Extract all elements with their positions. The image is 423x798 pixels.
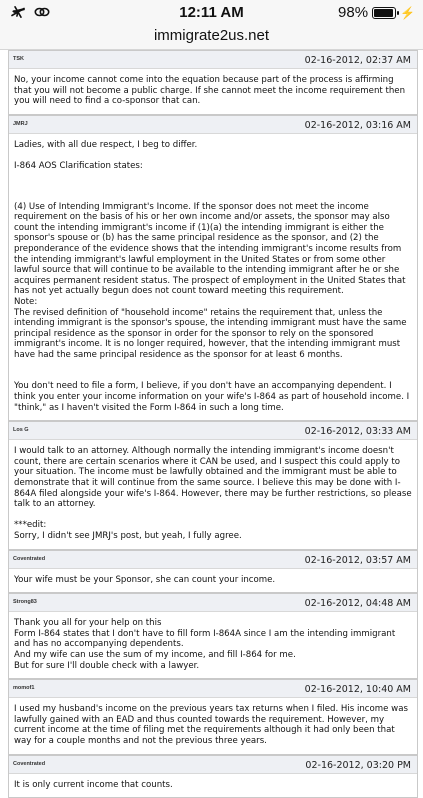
battery-percent: 98% <box>338 4 369 21</box>
thread-content[interactable] <box>8 50 418 790</box>
post-timestamp: 02-16-2012, 02:37 AM <box>304 55 411 66</box>
post <box>8 593 418 679</box>
post-body <box>9 134 417 420</box>
post-text: I would talk to an attorney. Although normally the intending immigrant's income doesn't count, there are certain scenarios where it CAN be used, and I suspect this could apply to your situation. The income must be lawfully obtained and the immigrant must be able to demonstrate that it will continue from the same source. I believe this may be done with I-864A filed alongside your wife's I-864. However, there may be further restrictions, so please talk to an attorney. <box>14 446 415 510</box>
post <box>8 50 418 115</box>
post-text: I-864 AOS Clarification states: <box>14 160 143 171</box>
status-right <box>338 4 415 21</box>
battery-icon <box>372 7 396 19</box>
post-body <box>9 569 417 593</box>
post-text: Note: <box>14 296 38 307</box>
post-text: And my wife can use the sum of my income, and fill I-864 for me. <box>14 649 296 660</box>
post-timestamp: 02-16-2012, 10:40 AM <box>304 684 411 696</box>
post-text: I used my husband's income on the previous years tax returns when I filed. His income was lawfully gained with an EAD and thus counted towards the requirement. However, my current income at the time of filing met the requirements although it had only been that way for a couple months and not the previous three years. <box>14 704 411 746</box>
post-body <box>9 774 417 798</box>
post-timestamp: 02-16-2012, 03:16 AM <box>304 119 411 131</box>
post-header <box>9 421 417 440</box>
post-timestamp: 02-16-2012, 03:33 AM <box>304 426 411 438</box>
post-text: The revised definition of "household income" retains the requirement that, unless the intending immigrant is the sponsor's spouse, the intending immigrant must have the same principal residence as the sponsor in order for the sponsor to rely on the sponsored immigrant's income. It is no longer required, however, that the intending immigrant must have had the same principal residence as the sponsor for at least 6 months. <box>14 307 410 360</box>
status-time: 12:11 AM <box>179 4 244 21</box>
post-text: ***edit: <box>14 520 47 531</box>
post-author[interactable]: Coventrated <box>13 555 46 562</box>
post-text: It is only current income that counts. <box>14 779 173 790</box>
status-bar <box>0 0 423 24</box>
post-body <box>9 440 417 548</box>
post-text: But for sure I'll double check with a lawyer. <box>14 660 200 671</box>
charging-bolt-icon: ⚡ <box>400 5 415 20</box>
post-body <box>9 698 417 753</box>
post-text: Sorry, I didn't see JMRJ's post, but yeah, I fully agree. <box>14 531 242 541</box>
post <box>8 755 418 798</box>
post <box>8 115 418 421</box>
url-text: immigrate2us.net <box>153 27 270 44</box>
post-text: Thank you all for your help on this <box>14 618 162 629</box>
post-author[interactable]: JMRJ <box>13 120 28 127</box>
post-text: Form I-864 states that I don't have to fill form I-864A since I am the intending immigrant and has no accompanying dependents. <box>14 628 398 650</box>
post-text: Your wife must be your Sponsor, she can count your income. <box>14 574 276 585</box>
battery-fill <box>374 9 393 17</box>
post-author[interactable]: Coventrated <box>13 760 46 767</box>
post-author[interactable]: TSK <box>13 56 24 62</box>
post-author[interactable]: momof1 <box>13 685 35 692</box>
post-body <box>9 69 417 114</box>
post-header <box>9 755 417 774</box>
post <box>8 550 418 594</box>
post-timestamp: 02-16-2012, 03:20 PM <box>305 759 411 771</box>
post-header <box>9 50 417 69</box>
post-text: No, your income cannot come into the equation because part of the process is affirming that you will not become a public charge. If she cannot meet the income requirement then you will need to find a co-sponsor that can. <box>14 75 408 107</box>
post-header <box>9 593 417 612</box>
post-text: Ladies, with all due respect, I beg to differ. <box>14 139 198 150</box>
post-author[interactable]: Strong83 <box>13 599 37 606</box>
post-header <box>9 115 417 134</box>
post-text: You don't need to file a form, I believe, if you don't have an accompanying dependent. I think you enter your income information on your wife's I-864 as part of household income. I "think," as I haven't visited the Form I-864 in such a long time. <box>14 381 412 413</box>
post-header <box>9 679 417 698</box>
post <box>8 421 418 549</box>
post-author[interactable]: Los G <box>13 427 29 434</box>
post-timestamp: 02-16-2012, 04:48 AM <box>304 598 411 610</box>
post-text: (4) Use of Intending Immigrant's Income. If the sponsor does not meet the income requirement on the basis of his or her own income and/or assets, the sponsor may also count the intending immigrant's income if (1)(a) the intending immigrant is either the sponsor's spouse or (b) has the same principal residence as the sponsor, and (2) the preponderance of the evidence shows that the intending immigrant's income results from the intending immigrant's lawful employment in the United States or from some other lawful source that will continue to be available to the intending immigrant after he or she acquires permanent resident status. The prospect of employment in the United States that has not yet actually begun does not count toward meeting this requirement. <box>14 201 409 297</box>
post <box>8 679 418 754</box>
post-body <box>9 612 417 678</box>
post-timestamp: 02-16-2012, 03:57 AM <box>304 554 411 566</box>
post-header <box>9 550 417 569</box>
address-bar[interactable] <box>0 24 423 50</box>
